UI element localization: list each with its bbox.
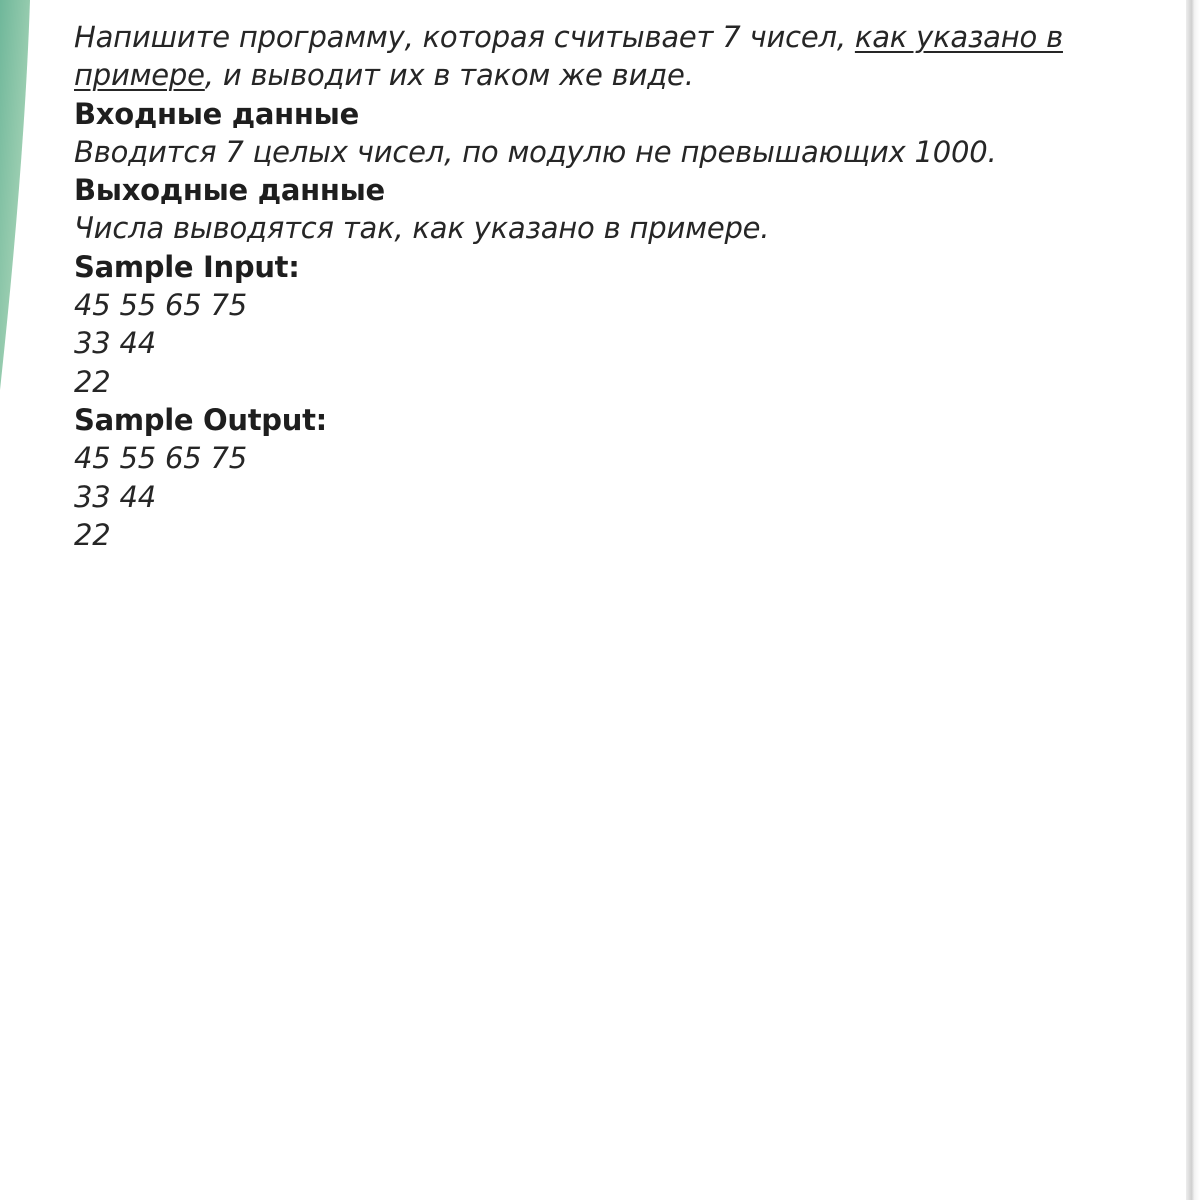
decorative-green-curve xyxy=(0,0,40,400)
input-description: Вводится 7 целых чисел, по модулю не превышающих 1000. xyxy=(74,134,997,169)
output-description: Числа выводятся так, как указано в примере. xyxy=(74,211,770,246)
sample-input-line: 22 xyxy=(74,364,111,399)
input-heading: Входные данные xyxy=(74,96,359,131)
sample-output-line: 33 44 xyxy=(74,479,157,514)
example-link[interactable]: как указано в xyxy=(854,20,1063,54)
sample-input-line: 45 55 65 75 xyxy=(74,288,248,323)
task-statement-line-1 xyxy=(74,18,1134,56)
task-intro-text: Напишите программу, которая считывает 7 чисел, xyxy=(74,20,855,54)
example-link-continued[interactable]: примере xyxy=(74,58,205,93)
sample-output-line: 22 xyxy=(74,517,111,552)
sample-output-heading: Sample Output: xyxy=(74,402,327,437)
task-content xyxy=(74,18,1134,554)
page-right-edge xyxy=(1186,0,1200,1200)
sample-input-line: 33 44 xyxy=(74,326,157,361)
sample-input-heading: Sample Input: xyxy=(74,249,300,284)
task-intro-tail: , и выводит их в таком же виде. xyxy=(204,58,694,93)
task-statement-line-2 xyxy=(74,56,1134,94)
sample-output-line: 45 55 65 75 xyxy=(74,441,248,476)
output-heading: Выходные данные xyxy=(74,173,385,208)
